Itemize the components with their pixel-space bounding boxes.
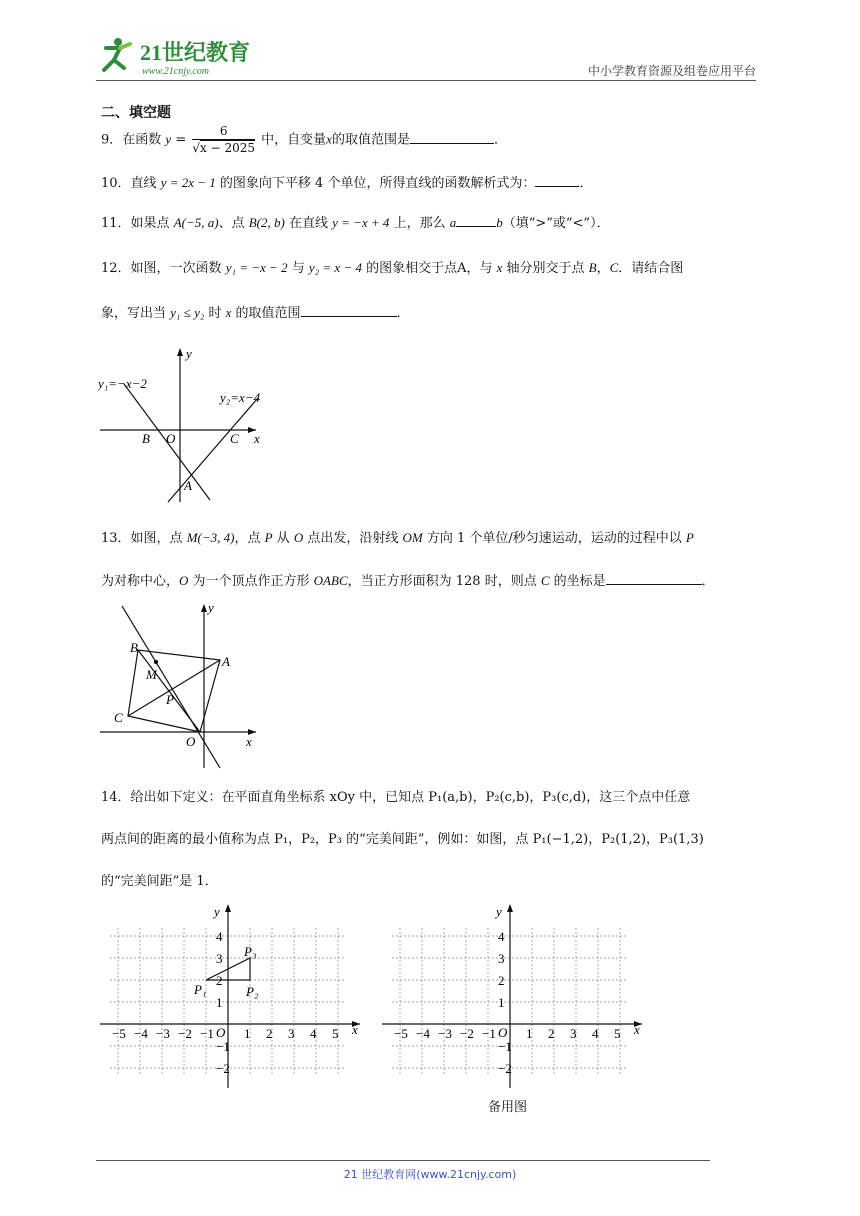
answer-blank[interactable] <box>606 570 702 585</box>
x-tick-label: 4 <box>310 1026 317 1041</box>
svg-text:y₁=−x−2: y₁=−x−2 <box>98 376 147 391</box>
svg-text:O: O <box>166 431 176 446</box>
fraction: $\frac{6}{√x - 2025}$ <box>192 124 256 155</box>
question-14-line3: 的“完美间距”是 1． <box>101 874 218 889</box>
point-p3-label: P₃ <box>244 944 257 959</box>
question-11: 11．如果点 A(−5, a)、点 B(2, b) 在直线 y = −x + 4 上，那么 a b（填“>”或“<”）． <box>101 212 610 234</box>
point-p2-label: P₂ <box>246 984 259 999</box>
y-tick-label: 1 <box>498 995 505 1010</box>
y-tick-label: 4 <box>498 929 505 944</box>
question-14-line2: 两点间的距离的最小值称为点 P₁，P₂，P₃ 的“完美间距”，例如：如图，点 P₁(−1,2)，P₂(1,2)，P₃(1,3) <box>101 832 704 847</box>
logo-text: 21世纪教育 <box>140 40 251 65</box>
origin-label: O <box>216 1025 226 1040</box>
section-title: 二、填空题 <box>101 105 171 121</box>
y-axis-label: y <box>214 904 220 919</box>
x-tick-label: 4 <box>592 1026 599 1041</box>
x-tick-label: 3 <box>570 1026 577 1041</box>
svg-text:C: C <box>230 431 239 446</box>
y-tick-label: 4 <box>216 929 223 944</box>
x-tick-label: 2 <box>266 1026 273 1041</box>
x-tick-label: −1 <box>200 1026 214 1041</box>
x-tick-label: −4 <box>416 1026 430 1041</box>
x-tick-label: −2 <box>460 1026 474 1041</box>
svg-text:x: x <box>246 734 252 749</box>
logo-url: www.21cnjy.com <box>142 66 210 77</box>
x-tick-label: 5 <box>332 1026 339 1041</box>
q14-figure-example <box>98 902 368 1096</box>
q13-figure <box>96 600 266 776</box>
footer-text: 21 世纪教育网(www.21cnjy.com) <box>343 1168 517 1181</box>
question-12-line2: 象，写出当 y₁ ≤ y₂ 时 x 的取值范围 ． <box>101 302 410 324</box>
y-tick-label: 3 <box>216 951 223 966</box>
question-13-line1: 13．如图，点 M(−3, 4)，点 P 从 O 点出发，沿射线 OM 方向 1 个单位/秒匀速运动，运动的过程中以 P <box>101 530 694 546</box>
svg-text:y: y <box>186 346 192 361</box>
svg-text:C: C <box>114 710 123 725</box>
svg-text:A: A <box>222 654 230 669</box>
answer-blank[interactable] <box>301 302 397 317</box>
svg-text:A: A <box>184 478 192 493</box>
y-tick-label: −1 <box>216 1039 230 1054</box>
x-tick-label: −5 <box>112 1026 126 1041</box>
answer-blank[interactable] <box>456 212 496 227</box>
y-tick-label: 1 <box>216 995 223 1010</box>
y-tick-label: −2 <box>216 1061 230 1076</box>
footer-divider <box>96 1160 710 1161</box>
x-tick-label: −2 <box>178 1026 192 1041</box>
svg-text:P: P <box>166 692 174 707</box>
q12-figure <box>98 344 288 510</box>
x-tick-label: 3 <box>288 1026 295 1041</box>
y-tick-label: 3 <box>498 951 505 966</box>
x-tick-label: 5 <box>614 1026 621 1041</box>
question-13-line2: 为对称中心，O 为一个顶点作正方形 OABC，当正方形面积为 128 时，则点 C 的坐标是 ． <box>101 570 715 592</box>
y-axis-label: y <box>496 904 502 919</box>
x-tick-label: −3 <box>156 1026 170 1041</box>
x-tick-label: −4 <box>134 1026 148 1041</box>
x-tick-label: −5 <box>394 1026 408 1041</box>
spare-figure-caption: 备用图 <box>488 1100 528 1115</box>
y-tick-label: −2 <box>498 1061 512 1076</box>
answer-blank[interactable] <box>410 129 494 144</box>
svg-text:B: B <box>130 640 138 655</box>
question-9: 9．在函数 y = $\frac{6}{√x - 2025}$ 中，自变量x的取值范围是 ． <box>101 124 507 155</box>
svg-text:B: B <box>142 431 150 446</box>
answer-blank[interactable] <box>535 172 579 187</box>
point-p1-label: P₁ <box>194 982 207 997</box>
question-12-line1: 12．如图，一次函数 y₁ = −x − 2 与 y₂ = x − 4 的图象相交于点A，与 x 轴分别交于点 B，C．请结合图 <box>101 260 684 276</box>
svg-text:M: M <box>146 667 157 682</box>
site-logo <box>96 34 256 82</box>
y-tick-label: 2 <box>216 973 223 988</box>
origin-label: O <box>498 1025 508 1040</box>
x-tick-label: −1 <box>482 1026 496 1041</box>
x-axis-label: x <box>352 1022 358 1037</box>
runner-icon <box>104 38 130 70</box>
q14-figure-spare <box>380 902 650 1096</box>
question-10: 10．直线 y = 2x − 1 的图象向下平移 4 个单位，所得直线的函数解析式为： ． <box>101 172 592 194</box>
x-tick-label: 1 <box>526 1026 533 1041</box>
platform-name: 中小学教育资源及组卷应用平台 <box>587 64 756 78</box>
svg-text:y₂=x−4: y₂=x−4 <box>220 390 261 405</box>
y-tick-label: −1 <box>498 1039 512 1054</box>
x-tick-label: −3 <box>438 1026 452 1041</box>
question-14-line1: 14．给出如下定义：在平面直角坐标系 xOy 中，已知点 P₁(a,b)，P₂(c,b)，P₃(c,d)，这三个点中任意 <box>101 790 691 805</box>
svg-text:y: y <box>208 600 214 615</box>
x-tick-label: 2 <box>548 1026 555 1041</box>
header-divider <box>96 80 756 81</box>
x-axis-label: x <box>634 1022 640 1037</box>
x-tick-label: 1 <box>244 1026 251 1041</box>
svg-text:O: O <box>186 734 196 749</box>
svg-text:x: x <box>254 431 260 446</box>
y-tick-label: 2 <box>498 973 505 988</box>
